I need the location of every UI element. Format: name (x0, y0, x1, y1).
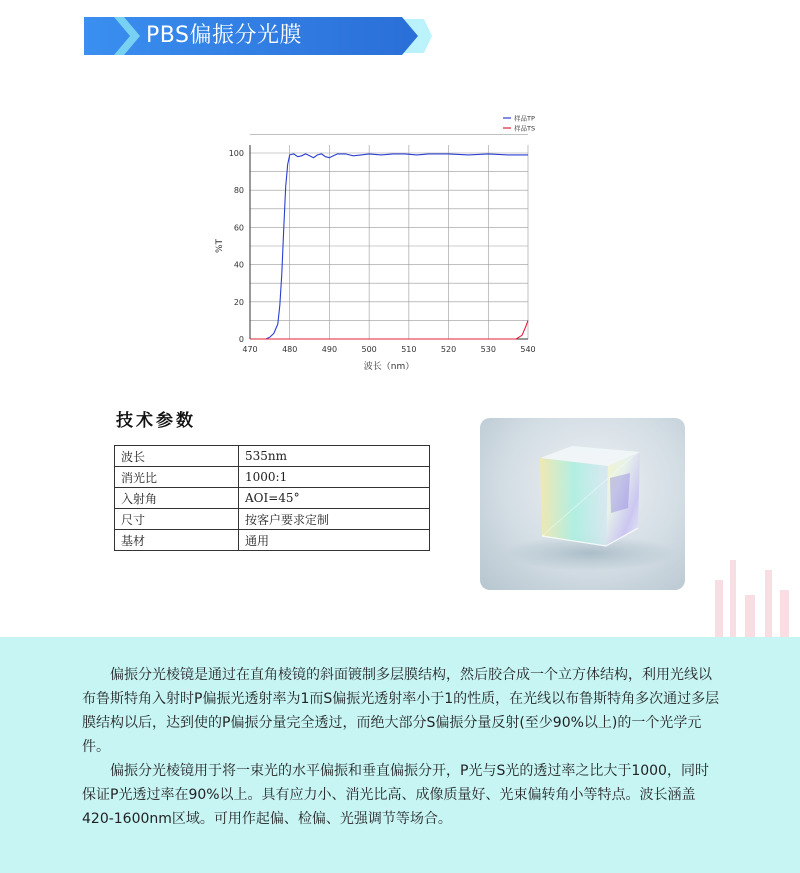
x-tick-label: 490 (321, 345, 338, 354)
spec-section-title: 技术参数 (116, 411, 196, 431)
spec-row (115, 530, 430, 551)
y-tick-label: 40 (233, 260, 244, 270)
legend-label: 样品TS (514, 124, 536, 133)
spec-key: 消光比 (115, 467, 239, 488)
spec-key: 入射角 (115, 488, 239, 509)
spec-row (115, 446, 430, 467)
prism-photo (480, 418, 685, 590)
spec-row (115, 488, 430, 509)
spec-table (114, 445, 430, 551)
spec-value: 1000:1 (239, 467, 430, 488)
spec-key: 基材 (115, 530, 239, 551)
x-tick-label: 470 (242, 345, 258, 354)
x-tick-label: 500 (361, 345, 377, 354)
y-axis-label: %T (215, 238, 225, 254)
legend-label: 样品TP (514, 114, 535, 123)
spec-value: AOI=45° (239, 488, 430, 509)
y-tick-label: 0 (238, 335, 244, 344)
x-tick-label: 480 (282, 345, 298, 354)
spec-value: 535nm (239, 446, 430, 467)
title-banner (84, 15, 434, 57)
spec-value: 通用 (239, 530, 430, 551)
skyline-decoration (695, 540, 800, 640)
x-tick-label: 540 (520, 345, 536, 354)
x-tick-label: 510 (401, 345, 417, 354)
spec-key: 尺寸 (115, 509, 239, 530)
description-paragraph-1: 偏振分光棱镜是通过在直角棱镜的斜面镀制多层膜结构，然后胶合成一个立方体结构，利用光线以布鲁斯特角入射时P偏振光透射率为1而S偏振光透射率小于1的性质，在光线以布鲁斯特角多次通过多层膜结构以后，达到使的P偏振分量完全透过，而绝大部分S偏振分量反射(至少90%以上)的一个光学元件。 (82, 667, 720, 755)
series-line-2 (250, 320, 528, 339)
x-tick-label: 520 (440, 345, 457, 354)
series-line-1 (250, 154, 528, 339)
description-paragraph-2: 偏振分光棱镜用于将一束光的水平偏振和垂直偏振分开，P光与S光的透过率之比大于1000，同时保证P光透过率在90%以上。具有应力小、消光比高、成像质量好、光束偏转角小等特点。波长涵盖420-1600nm区域。可用作起偏、检偏、光强调节等场合。 (82, 763, 709, 827)
transmission-chart (200, 108, 540, 378)
y-tick-label: 20 (233, 297, 244, 307)
x-tick-label: 530 (480, 345, 496, 354)
description-text (82, 663, 722, 831)
banner-title: PBS偏振分光膜 (146, 23, 302, 48)
x-axis-label: 波长（nm） (363, 362, 415, 372)
y-tick-label: 60 (233, 223, 244, 233)
spec-value: 按客户要求定制 (239, 509, 430, 530)
spec-row (115, 467, 430, 488)
y-tick-label: 80 (233, 186, 244, 196)
spec-row (115, 509, 430, 530)
prism-illustration (480, 418, 685, 590)
y-tick-label: 100 (228, 149, 244, 158)
chart-svg (200, 108, 540, 378)
spec-key: 波长 (115, 446, 239, 467)
